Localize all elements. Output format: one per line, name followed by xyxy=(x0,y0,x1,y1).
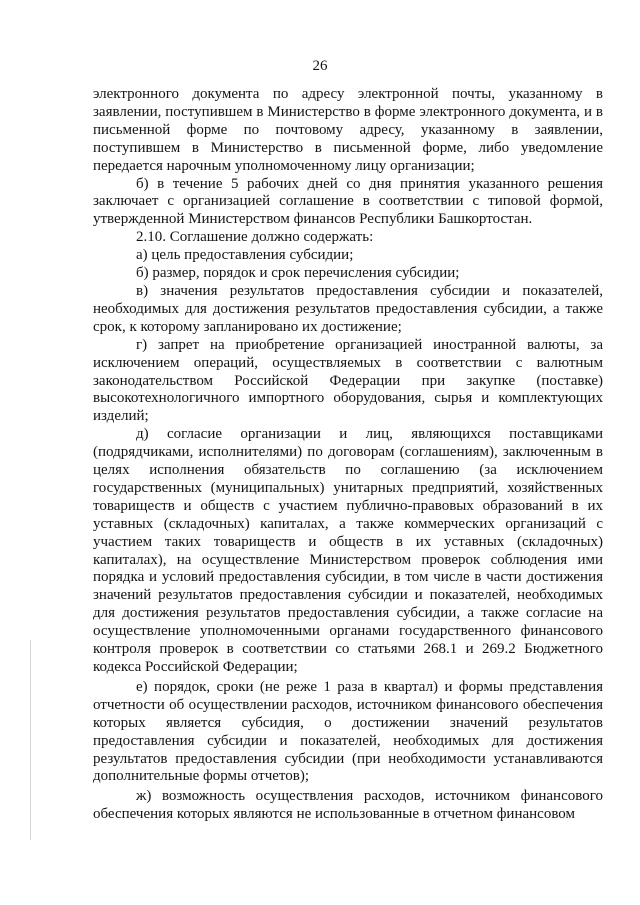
paragraph-notification-delivery: электронного документа по адресу электронной почты, указанному в заявлении, поступившем в Министерство в форме электронного документа, и в письменной форме по почтовому адресу, указанному в заявлении, поступившем в Министерство в письменной форме, либо уведомление передается нарочным уполномоченному лицу организации; xyxy=(93,86,603,174)
list-item-zh: ж) возможность осуществления расходов, источником финансового обеспечения которых являются не использованные в отчетном финансовом xyxy=(93,788,603,823)
list-item-e: е) порядок, сроки (не реже 1 раза в квартал) и формы представления отчетности об осуществлении расходов, источником финансового обеспечения которых является субсидия, о достижении значений результатов предоставления субсидии и показателей, необходимых для достижения результатов предоставления субсидии (при необходимости устанавливаются дополнительные формы отчетов); xyxy=(93,678,603,785)
list-item-a: а) цель предоставления субсидии; xyxy=(136,247,354,264)
document-body xyxy=(93,86,603,824)
list-item-v: в) значения результатов предоставления субсидии и показателей, необходимых для достижения результатов предоставления субсидии, а также срок, к которому запланировано их достижение; xyxy=(93,282,603,335)
paragraph-agreement-conclusion: б) в течение 5 рабочих дней со дня принятия указанного решения заключает с организацией соглашение в соответствии с типовой формой, утвержденной Министерством финансов Республики Башкортостан. xyxy=(93,175,603,228)
list-item-b: б) размер, порядок и срок перечисления субсидии; xyxy=(136,265,460,282)
scan-edge-mark xyxy=(30,640,31,840)
list-item-g: г) запрет на приобретение организацией иностранной валюты, за исключением операций, осуществляемых в соответствии с валютным законодательством Российской Федерации при закупке (поставке) высокотехнологичного импортного оборудования, сырья и комплектующих изделий; xyxy=(93,336,603,425)
page-number: 26 xyxy=(312,58,328,74)
list-item-d: д) согласие организации и лиц, являющихся поставщиками (подрядчиками, исполнителями) по договорам (соглашениям), заключенным в целях исполнения обязательств по соглашению (за исключением государственных (муниципальных) унитарных предприятий, хозяйственных товариществ и обществ с участием публично-правовых образований в их уставных (складочных) капиталах, а также коммерческих организаций с участием таких товариществ и обществ в их уставных (складочных) капиталах), на осуществление Министерством проверок соблюдения ими порядка и условий предоставления субсидии, в том числе в части достижения значений результатов предоставления субсидии и показателей, необходимых для достижения результатов предоставления субсидии, а также согласие на осуществление уполномоченными органами государственного финансового контроля проверок в соответствии со статьями 268.1 и 269.2 Бюджетного кодекса Российской Федерации; xyxy=(93,426,603,675)
section-heading-2-10: 2.10. Соглашение должно содержать: xyxy=(136,229,374,246)
